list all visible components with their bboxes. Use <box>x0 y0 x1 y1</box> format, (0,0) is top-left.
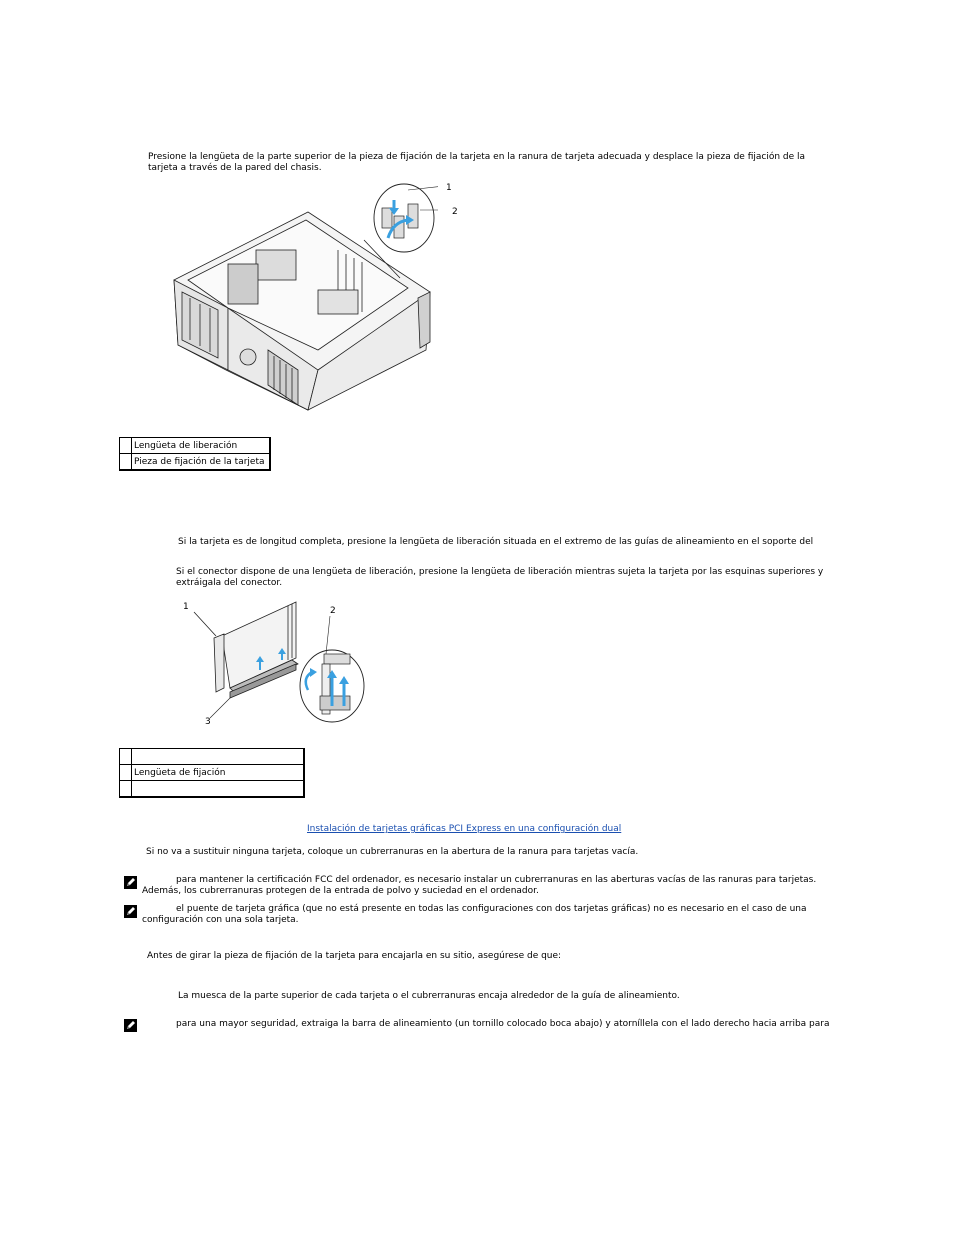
table-row <box>120 781 305 798</box>
table-row <box>120 749 305 765</box>
note-bridge-text: el puente de tarjeta gráfica (que no está presente en todas las configuraciones con dos tarjetas gráficas) no es necesario en el caso de una configuración con una sola tarjeta. <box>142 904 807 925</box>
chassis-illustration <box>168 180 438 415</box>
step-rotate-text: Antes de girar la pieza de fijación de la tarjeta para encajarla en su sitio, asegúrese de que: <box>147 951 562 961</box>
legend-table-1 <box>119 437 271 471</box>
legend-num <box>120 438 132 454</box>
callout-1: 1 <box>183 602 189 612</box>
note-pencil-icon <box>124 905 137 918</box>
note-fcc-text: para mantener la certificación FCC del ordenador, es necesario instalar un cubrerranuras en las aberturas vacías de las ranuras para tarjetas. Además, los cubrerranuras protegen de la entrada de polvo y suciedad en el ordenador. <box>142 875 817 896</box>
legend-num <box>120 781 132 798</box>
legend-label-release-tab: Lengüeta de liberación <box>132 438 271 454</box>
legend-label-securing-tab: Lengüeta de fijación <box>132 765 305 781</box>
legend-num <box>120 454 132 471</box>
notch-item-text: La muesca de la parte superior de cada tarjeta o el cubrerranuras encaja alrededor de la guía de alineamiento. <box>178 991 680 1001</box>
step-connector-text: Si el conector dispone de una lengüeta de liberación, presione la lengüeta de liberación mientras sujeta la tarjeta por las esquinas superiores y extráigala del conector. <box>176 567 824 588</box>
link-container <box>307 824 621 834</box>
card-removal-illustration <box>180 598 370 733</box>
step-filler-text: Si no va a sustituir ninguna tarjeta, coloque un cubrerranuras en la abertura de la ranura para tarjetas vacía. <box>146 847 639 857</box>
step-retention-text: Presione la lengüeta de la parte superior de la pieza de fijación de la tarjeta en la ranura de tarjeta adecuada y desplace la pieza de fijación de la tarjeta a través de la pared del chasis. <box>148 152 806 173</box>
note-alignment-bar-text: para una mayor seguridad, extraiga la barra de alineamiento (un tornillo colocado boca abajo) y atorníllela con el lado derecho hacia arriba para <box>176 1019 830 1029</box>
table-row <box>120 765 305 781</box>
legend-num <box>120 749 132 765</box>
table-row <box>120 438 271 454</box>
callout-2: 2 <box>330 606 336 616</box>
legend-num <box>120 765 132 781</box>
legend-label <box>132 781 305 798</box>
table-row <box>120 454 271 471</box>
note-pencil-icon <box>124 1019 137 1032</box>
callout-1: 1 <box>446 183 452 193</box>
step-full-length-text: Si la tarjeta es de longitud completa, presione la lengüeta de liberación situada en el extremo de las guías de alineamiento en el soporte del <box>178 537 814 547</box>
dual-pci-express-link[interactable]: Instalación de tarjetas gráficas PCI Express en una configuración dual <box>307 824 622 834</box>
callout-2: 2 <box>452 207 458 217</box>
legend-label <box>132 749 305 765</box>
note-pencil-icon <box>124 876 137 889</box>
legend-label-card-retention: Pieza de fijación de la tarjeta <box>132 454 271 471</box>
callout-3: 3 <box>205 717 211 727</box>
legend-table-2 <box>119 748 305 798</box>
